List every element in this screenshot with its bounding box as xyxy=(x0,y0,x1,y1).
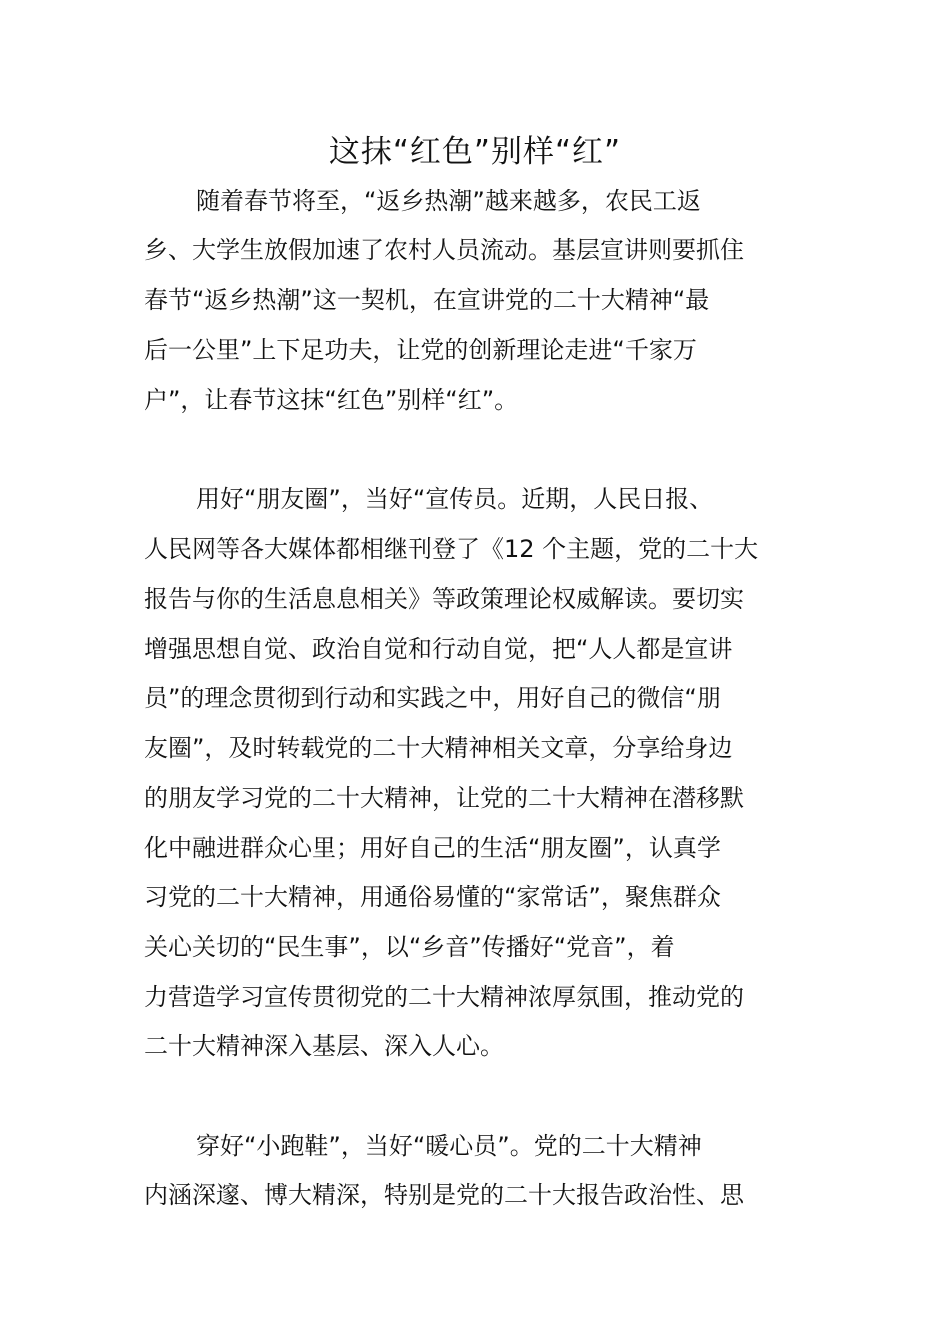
paragraph-2-line-8: 化中融进群众心里；用好自己的生活“朋友圈”，认真学 xyxy=(144,834,721,862)
paragraph-2-line-9: 习党的二十大精神，用通俗易懂的“家常话”，聚焦群众 xyxy=(144,883,721,911)
paragraph-1-line-5: 户”，让春节这抹“红色”别样“红”。 xyxy=(144,386,519,414)
paragraph-2-line-12: 二十大精神深入基层、深入人心。 xyxy=(144,1032,504,1060)
paragraph-1-line-4: 后一公里”上下足功夫，让党的创新理论走进“千家万 xyxy=(144,336,697,364)
paragraph-2-line-11: 力营造学习宣传贯彻党的二十大精神浓厚氛围，推动党的 xyxy=(144,983,744,1011)
document-title: 这抹“红色”别样“红” xyxy=(328,134,622,170)
paragraph-3-line-2: 内涵深邃、博大精深，特别是党的二十大报告政治性、思 xyxy=(144,1181,744,1209)
paragraph-2-line-10: 关心关切的“民生事”，以“乡音”传播好“党音”，着 xyxy=(144,933,675,961)
paragraph-2-line-1: 用好“朋友圈”，当好“宣传员。近期，人民日报、 xyxy=(196,485,714,513)
paragraph-2-line-7: 的朋友学习党的二十大精神，让党的二十大精神在潜移默 xyxy=(144,784,744,812)
paragraph-2-line-2: 人民网等各大媒体都相继刊登了《12 个主题，党的二十大 xyxy=(144,535,759,563)
paragraph-2-line-4: 增强思想自觉、政治自觉和行动自觉，把“人人都是宣讲 xyxy=(144,635,733,663)
paragraph-2-line-3: 报告与你的生活息息相关》等政策理论权威解读。要切实 xyxy=(144,585,744,613)
paragraph-1-line-3: 春节“返乡热潮”这一契机，在宣讲党的二十大精神“最 xyxy=(144,286,710,314)
paragraph-1-line-1: 随着春节将至，“返乡热潮”越来越多，农民工返 xyxy=(196,187,701,215)
paragraph-3-line-1: 穿好“小跑鞋”，当好“暖心员”。党的二十大精神 xyxy=(196,1132,702,1160)
paragraph-1-line-2: 乡、大学生放假加速了农村人员流动。基层宣讲则要抓住 xyxy=(144,236,744,264)
paragraph-2-line-5: 员”的理念贯彻到行动和实践之中，用好自己的微信“朋 xyxy=(144,684,721,712)
paragraph-2-line-6: 友圈”，及时转载党的二十大精神相关文章，分享给身边 xyxy=(144,734,733,762)
